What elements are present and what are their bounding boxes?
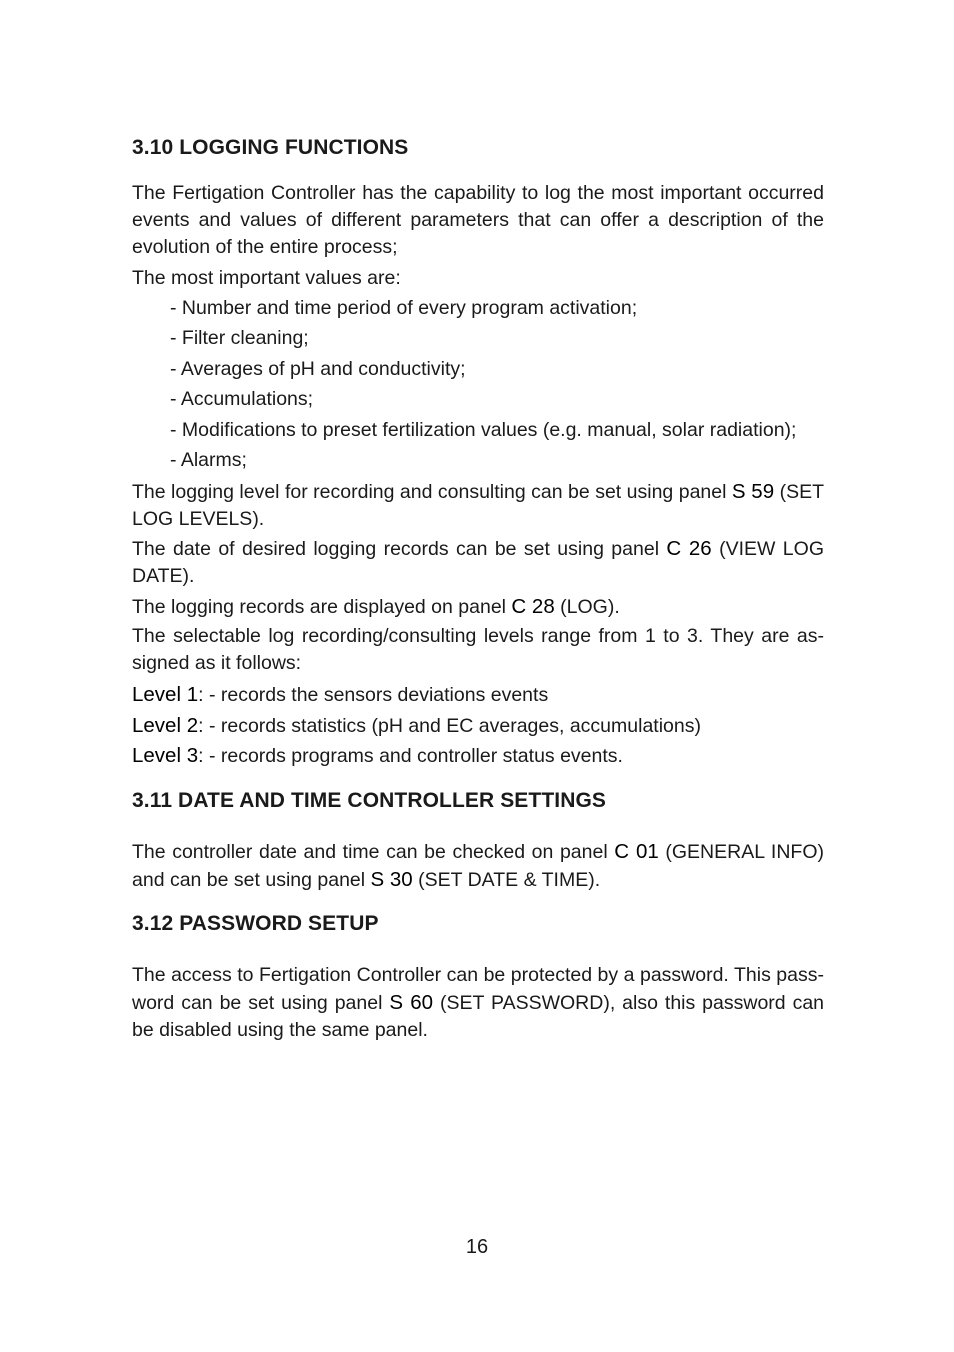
panel-code: S 60 xyxy=(389,991,434,1014)
level-label: Level 2 xyxy=(132,714,199,737)
bullet-item: - Filter cleaning; xyxy=(170,327,309,349)
section-heading-datetime: 3.11 DATE AND TIME CONTROLLER SETTINGS xyxy=(132,789,607,812)
text-fragment: (SET LOG LEVELS). xyxy=(132,481,824,530)
panel-code: S 59 xyxy=(731,480,775,503)
level-text: : - records statistics (pH and EC averages, accumulations) xyxy=(198,715,701,737)
datetime-paragraph xyxy=(132,838,824,894)
values-intro-text: The most important values are: xyxy=(132,267,401,289)
log-display-paragraph xyxy=(132,593,620,621)
text-fragment: The access to Fertigation Controller can be protected by a password. This pass-word can be set using panel xyxy=(132,964,824,1014)
text-fragment: (VIEW LOG DATE). xyxy=(132,538,824,587)
panel-code: C 01 xyxy=(614,840,659,863)
section-heading-password: 3.12 PASSWORD SETUP xyxy=(132,912,379,935)
level-description xyxy=(132,742,623,770)
bullet-item: - Averages of pH and conductivity; xyxy=(170,358,466,380)
panel-code: C 26 xyxy=(666,537,712,560)
text-fragment: (SET DATE & TIME). xyxy=(412,869,601,891)
bullet-item: - Modifications to preset fertilization values (e.g. manual, solar radiation); xyxy=(170,419,797,441)
section-heading-logging: 3.10 LOGGING FUNCTIONS xyxy=(132,136,409,159)
levels-intro-paragraph: The selectable log recording/consulting levels range from 1 to 3. They are as-signed as it follows: xyxy=(132,625,824,674)
level-label: Level 3 xyxy=(132,744,199,767)
bullet-item: - Accumulations; xyxy=(170,388,314,410)
level-text: : - records programs and controller status events. xyxy=(198,745,623,767)
level-label: Level 1 xyxy=(132,683,199,706)
level-text: : - records the sensors deviations events xyxy=(198,684,549,706)
text-fragment: The controller date and time can be checked on panel xyxy=(132,841,615,863)
log-level-setting-paragraph xyxy=(132,478,824,533)
text-fragment: (LOG). xyxy=(554,596,620,618)
logging-intro-paragraph: The Fertigation Controller has the capability to log the most important occurred events and values of different parameters that can offer a description of the evolution of the entire process; xyxy=(132,182,824,258)
page-number: 16 xyxy=(465,1236,489,1258)
text-fragment: The logging level for recording and consulting can be set using panel xyxy=(132,481,732,503)
text-fragment: The date of desired logging records can be set using panel xyxy=(132,538,667,560)
bullet-item: - Alarms; xyxy=(170,449,247,471)
level-description xyxy=(132,712,701,740)
panel-code: S 30 xyxy=(370,868,413,891)
password-paragraph xyxy=(132,962,824,1044)
text-fragment: (GENERAL INFO) and can be set using panel xyxy=(132,841,825,891)
bullet-item: - Number and time period of every program activation; xyxy=(170,297,638,319)
text-fragment: The logging records are displayed on panel xyxy=(132,596,512,618)
panel-code: C 28 xyxy=(511,595,555,618)
text-fragment: (SET PASSWORD), also this password can be disabled using the same panel. xyxy=(132,992,825,1041)
log-date-setting-paragraph xyxy=(132,535,824,590)
level-description xyxy=(132,681,548,709)
